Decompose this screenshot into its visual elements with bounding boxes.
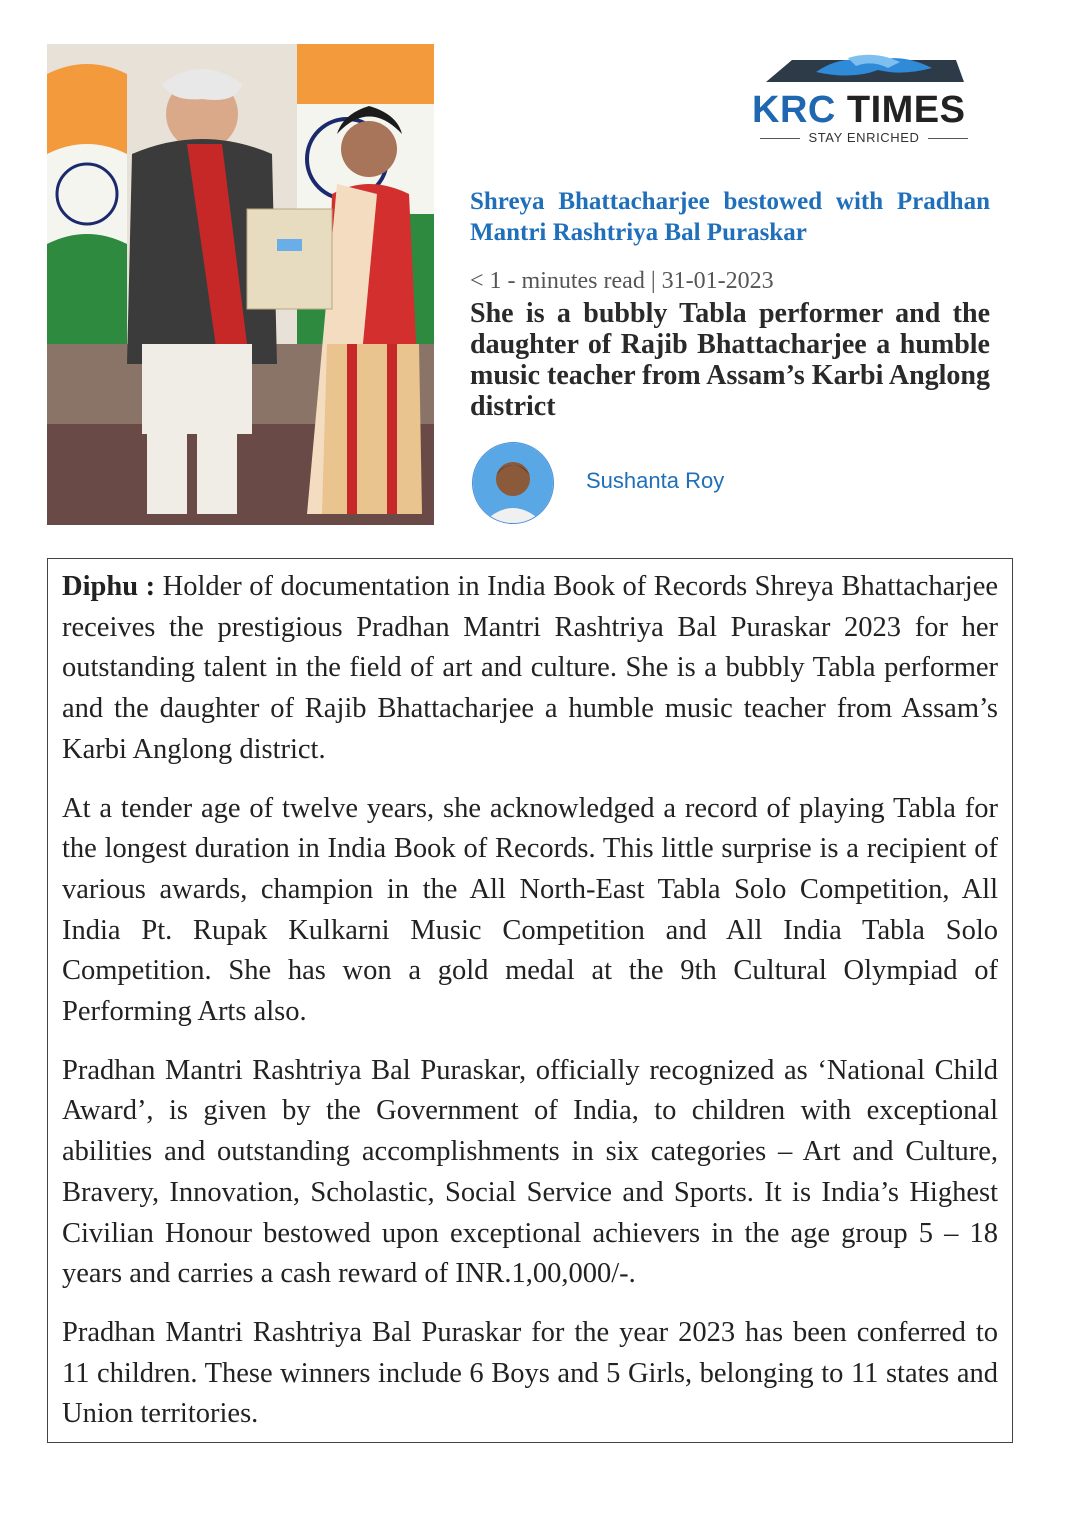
article-photo (47, 44, 434, 525)
flag-left (47, 64, 127, 344)
krc-times-logo[interactable] (752, 50, 976, 150)
avatar (472, 442, 554, 524)
dateline: Diphu : (62, 571, 156, 602)
award-photo-illustration (47, 44, 434, 525)
paragraph-3: Pradhan Mantri Rashtriya Bal Puraskar, officially recognized as ‘National Child Award’, is given by the Government of India, to children with exceptional abilities and outstanding accomplishments in six categories – Art and Culture, Bravery, Innovation, Scholastic, Social Service and Sports. It is India’s Highest Civilian Honour bestowed upon exceptional achievers in the age group 5 – 18 years and carries a cash reward of INR.1,00,000/-. (62, 1054, 998, 1290)
article-body (47, 558, 1013, 1443)
author-name[interactable]: Sushanta Roy (586, 468, 725, 493)
handshake-bridge-icon (752, 50, 976, 90)
article-summary: She is a bubbly Tabla performer and the daughter of Rajib Bhattacharjee a humble music teacher from Assam’s Karbi Anglong district (470, 298, 990, 422)
paragraph-1-text: Holder of documentation in India Book of Records Shreya Bhattacharjee receives the prestigious Pradhan Mantri Rashtriya Bal Puraskar 2023 for her outstanding talent in the field of art and culture. She is a bubbly Tabla performer and the daughter of Rajib Bhattacharjee a humble music teacher from Assam’s Karbi Anglong district. (62, 571, 999, 765)
paragraph-4: Pradhan Mantri Rashtriya Bal Puraskar for the year 2023 has been conferred to 11 children. These winners include 6 Boys and 5 Girls, belonging to 11 states and Union territories. (62, 1316, 998, 1430)
author-portrait-icon (473, 443, 553, 523)
logo-wordmark: KRC TIMES (752, 89, 966, 131)
gift-bag (247, 209, 332, 309)
paragraph-2: At a tender age of twelve years, she acknowledged a record of playing Tabla for the longest duration in India Book of Records. This little surprise is a recipient of various awards, champion in the All North-East Tabla Solo Competition, All India Pt. Rupak Kulkarni Music Competition and All India Tabla Solo Competition. She has won a gold medal at the 9th Cultural Olympiad of Performing Arts also. (62, 792, 998, 1028)
article-headline[interactable]: Shreya Bhattacharjee bestowed with Pradhan Mantri Rashtriya Bal Puraskar (470, 188, 990, 246)
logo-tagline: STAY ENRICHED (752, 130, 976, 145)
read-time-and-date: < 1 - minutes read | 31-01-2023 (470, 268, 774, 294)
paragraph-1 (62, 567, 998, 771)
